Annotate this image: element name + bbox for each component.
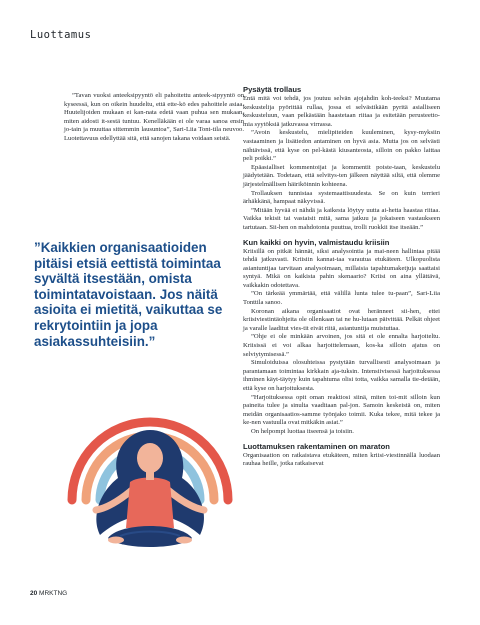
paragraph: ”Avoin keskustelu, mielipiteiden kuuleminen, kysy-myksiin vastaaminen ja lisätiedon antaminen on hyvä asia. Mutta jos on selvästi nähtävissä, että kyse on pel-kästä kiusanteosta, silloin on pakko laittaa peli poikki.” [243,129,440,163]
paragraph: Organisaation on ratkaistava etukäteen, miten kriisi-viestinnällä luodaan rauhaa heille, jotka ratkaisevat [243,451,440,468]
right-column [243,85,440,469]
paragraph: ”On tärkeää ymmärtää, että välillä lunta tulee tu-paan”, Sari-Liia Tonttila sanoo. [243,290,440,307]
heading-pysayta-trollaus: Pysäytä trollaus [243,85,302,94]
pull-quote: ”Kaikkien organisaatioiden pitäisi etsiä eettistä toimintaa syvältä itsestään, omista toimintatavoistaan. Jos näitä asioita ei mietitä, vaikuttaa se rekrytointiin ja jopa asiakassuhteisiin.” [34,240,223,349]
left-column [64,92,244,144]
paragraph: On helpompi luottaa itseensä ja toisiin. [251,427,354,435]
page-number: 20 [30,590,38,597]
paragraph: Kriisillä on pitkät hännät, siksi analysointia ja mai-neen hallintaa pitää tehdä jatkuvasti. Kriisiin kannat-taa varautua etukäteen. Ulkopuolista asiantuntijaa tarvitaan analysoimaan, millaisia tapahtumaketjuja saattaisi syntyä. Mikä on kaikista pahin skenaario? Kriisi on aina yllättävä, vaikkakin odotettava. [243,247,440,289]
foot-left [108,537,124,544]
paragraph: Epäasialliset kommentoijat ja kommentit poiste-taan, keskustelu jäädytetään. Todetaan, että selvitys-ten jälkeen näyttää siltä, että olemme järjestelmällisen häiriköinnin kohteena. [243,163,440,188]
left-paragraph: ”Tavan vuoksi anteeksipyyntö eli pahoitettu anteek-sipyyntö on kyseessä, kun on oikein huudeltu, että ette-kö edes pahoittele asiaa. Huutelijoiden mukaan ei kan-nata edetä vaan puhua sen mukaan, miten aidosti it-sestä tuntuu. Kenelläkään ei ole varaa sanoa ensin jo-tain ja muuttaa sittemmin lausuntoa”, Sari-Liia Tont-tila neuvoo. Luotettavuus edellyttää sitä, että sanojen takana voidaan seistä. [64,92,244,142]
paragraph: Trollauksen tunnistaa systemaattisuudesta. Se on kuin terrieri ärhäkkänä, hampaat näkyvissä. [243,189,440,206]
page-footer [30,590,67,597]
shirt [126,478,174,529]
section-label: Luottamus [30,29,92,41]
paragraph: Simuloiduissa olosuhteissa pystytään turvallisesti analysoimaan ja parantamaan toimintaa kirkkain aja-tuksin. Intensiivisessä harjoituksessa ihminen käyt-täytyy kuin tapahtuma olisi totta, vaikka samalla tie-detään, että kyse on harjoituksesta. [243,359,440,392]
paragraph: ”Mitään hyvää ei nähdä ja kaikesta löytyy uutta ai-hetta haastaa riitaa. Vaikka tekisit tai vastaisit mitä, sama jatkuu ja jokaiseen vastaukseen tartutaan. Sii-hen on mahdotonta puuttua, trolli ruokkii itse itseään.” [243,206,440,231]
face [137,443,163,473]
paragraph: Koronan aikana organisaatiot ovat heränneet sii-hen, ettei kriisiviestintäohjeita ole ollenkaan tai ne hu-lutaan päivittää. Pelkät ohjeet ja varalle laaditut vies-tit eivät riitä, asiantuntija muistuttaa. [243,307,440,332]
heading-luottamus-maraton: Luottamuksen rakentaminen on maraton [243,441,390,451]
neck [146,470,154,480]
paragraph: ”Ohje ei ole minkään arvoinen, jos sitä ei ole ennalta harjoiteltu. Kriisissä ei voi alkaa harjoittelemaan, kos-ka silloin ajatus on selviytymisessä.” [243,333,440,358]
paragraph: ”Harjoituksessa opit oman reaktiosi siinä, miten toi-mit silloin kun paineita tulee ja sinulta vaaditaan pal-jon. Samoin keskeistä on, miten meidän organisaatios-samme työnjako toimii. Kuka tekee, mitä tekee ja ke-nen vastuulla ovat mitkäkin asiat.” [243,393,440,427]
magazine-name: MRKTNG [39,590,68,597]
meditation-illustration [60,350,240,575]
foot-right [176,537,192,544]
heading-valmistaudu-kriisiin: Kun kaikki on hyvin, valmistaudu kriisiin [243,237,390,247]
paragraph: Entä mitä voi tehdä, jos joutuu selvän ajojahdin koh-teeksi? Muutama keskustelija pyörittää rullaa, jossa ei selvästikään pyritä asialliseen keskusteluun, vaan pelkästään haastetaan riitaa ja esitetään perusteetto-mia syytöksiä jatkuvassa virrassa. [243,95,440,128]
